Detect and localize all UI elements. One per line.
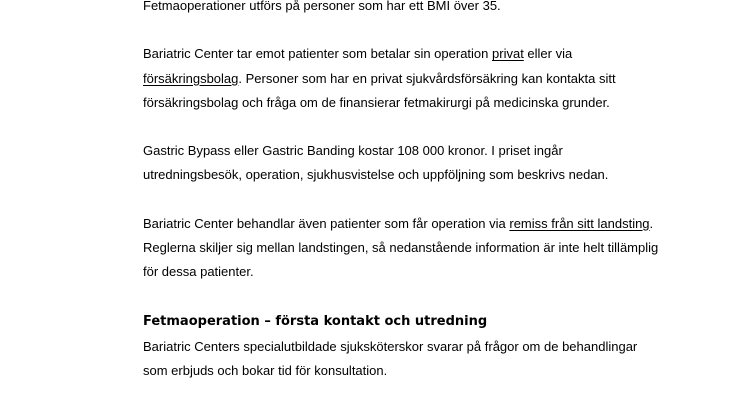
- document-content: [143, 0, 663, 407]
- intro-paragraph: [143, 0, 663, 18]
- price-text-2: . I priset ingår utredningsbesök, operation, sjukhusvistelse och uppföljning som beskrivs nedan.: [143, 143, 609, 183]
- referral-text-1: Bariatric Center behandlar även patienter som får operation via: [143, 215, 510, 231]
- payment-text-3: . Personer som har en privat sjukvårdsförsäkring kan kontakta sitt försäkringsbolag och fråga om de finansierar fetmakirurgi på medicinska grunder.: [143, 70, 616, 110]
- payment-text-2: eller via: [523, 46, 573, 62]
- payment-text-1: Bariatric Center tar emot patienter som betalar sin operation: [143, 46, 493, 62]
- price-paragraph: [143, 139, 663, 188]
- intro-text: Fetmaoperationer utförs på personer som har ett BMI över 35.: [143, 0, 501, 13]
- private-payment-link[interactable]: privat: [492, 46, 524, 62]
- payment-paragraph: [143, 42, 663, 115]
- county-referral-link[interactable]: remiss från sitt landsting: [509, 215, 650, 231]
- section-heading: Fetmaoperation – första kontakt och utredning: [143, 313, 488, 329]
- section-text: Bariatric Centers specialutbildade sjuksköterskor svarar på frågor om de behandlingar som erbjuds och bokar tid för konsultation.: [143, 338, 638, 378]
- price-text-1: Gastric Bypass eller Gastric Banding kostar 108 000 kronor: [143, 143, 485, 159]
- referral-text-2: . Reglerna skiljer sig mellan landstingen, så nedanstående information är inte helt tillämplig för dessa patienter.: [143, 215, 659, 280]
- referral-paragraph: [143, 212, 663, 285]
- section-paragraph: [143, 335, 663, 384]
- insurance-company-link[interactable]: försäkringsbolag: [143, 70, 239, 86]
